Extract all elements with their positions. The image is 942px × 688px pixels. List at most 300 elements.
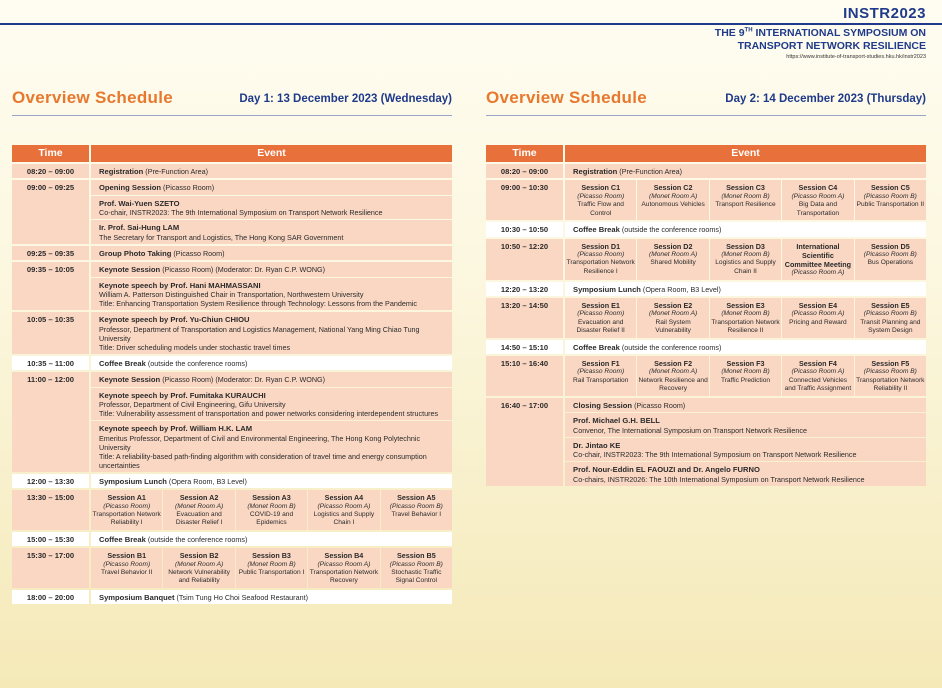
day1-heading-rule xyxy=(12,115,452,116)
session-room: (Picasso Room) xyxy=(103,502,151,510)
event-heading xyxy=(573,465,918,474)
event-location: (Picasso Room) (Moderator: Dr. Ryan C.P. WONG) xyxy=(160,265,326,275)
session-room: (Monet Room A) xyxy=(649,310,698,318)
session-name: Session F2 xyxy=(654,359,693,369)
session-cell xyxy=(637,356,708,396)
schedule-row xyxy=(12,164,452,178)
event-cell xyxy=(565,298,926,338)
session-cell xyxy=(381,548,452,588)
event-location: (Pre-Function Area) xyxy=(143,167,209,176)
session-cell xyxy=(782,356,853,396)
parallel-sessions xyxy=(565,239,926,280)
event-block xyxy=(91,421,452,471)
schedule-row xyxy=(12,180,452,243)
event-title: Keynote speech by Prof. William H.K. LAM xyxy=(99,424,253,434)
event-cell xyxy=(565,356,926,396)
event-cell xyxy=(91,356,452,370)
time-cell: 09:00 – 10:30 xyxy=(486,180,563,220)
symposium-url[interactable]: https://www.institute-of-transport-studies.hku.hk/instr2023 xyxy=(786,54,926,60)
session-room: (Monet Room B) xyxy=(721,310,770,318)
session-room: (Monet Room A) xyxy=(649,192,698,200)
event-heading xyxy=(99,391,444,400)
session-room: (Monet Room B) xyxy=(721,192,770,200)
event-detail: Emeritus Professor, Department of Civil and Environmental Engineering, The Hong Kong Polytechnic University xyxy=(99,433,421,452)
symposium-code: INSTR2023 xyxy=(843,5,926,22)
parallel-sessions xyxy=(565,356,926,396)
session-room: (Monet Room A) xyxy=(649,368,698,376)
schedule-row xyxy=(486,398,926,486)
symposium-title-line2: TRANSPORT NETWORK RESILIENCE xyxy=(737,40,926,52)
session-name: Session B3 xyxy=(252,551,291,561)
event-title: Prof. Michael G.H. BELL xyxy=(573,416,660,426)
session-topic: Stochastic Traffic Signal Control xyxy=(391,568,442,585)
event-block xyxy=(91,262,452,276)
parallel-sessions xyxy=(91,490,452,530)
event-detail: Professor, Department of Transportation and Logistics Management, National Yang Ming Chiao Tung University xyxy=(99,324,420,343)
session-room: (Picasso Room A) xyxy=(791,368,845,376)
event-cell xyxy=(565,282,926,296)
event-heading xyxy=(99,167,444,176)
session-topic: Bus Operations xyxy=(867,259,914,267)
event-cell xyxy=(91,180,452,243)
event-heading xyxy=(99,315,444,324)
event-cell xyxy=(91,532,452,546)
session-name: Session D2 xyxy=(653,241,693,251)
session-name: Session A5 xyxy=(397,493,436,503)
session-room: (Picasso Room) xyxy=(577,368,625,376)
session-topic: Network Resilience and Recovery xyxy=(638,376,708,393)
event-cell xyxy=(565,239,926,280)
time-cell: 09:35 – 10:05 xyxy=(12,262,89,310)
session-name: Session E2 xyxy=(653,301,693,311)
session-topic: Traffic Flow and Control xyxy=(577,201,624,217)
session-topic: Logistics and Supply Chain II xyxy=(715,259,776,275)
session-name: Session E1 xyxy=(581,301,620,311)
event-block xyxy=(565,462,926,485)
schedule-row xyxy=(486,298,926,338)
session-name: Session D1 xyxy=(581,241,621,251)
session-name: Session C4 xyxy=(798,183,838,193)
event-block xyxy=(565,164,926,178)
day1-col-event: Event xyxy=(91,145,452,162)
session-name: Session C2 xyxy=(653,183,693,193)
event-heading xyxy=(573,416,918,425)
time-cell: 14:50 – 15:10 xyxy=(486,340,563,354)
time-cell: 10:35 – 11:00 xyxy=(12,356,89,370)
session-topic: Network Vulnerability and Reliability xyxy=(168,568,230,585)
symposium-title-line1: THE 9TH INTERNATIONAL SYMPOSIUM ON xyxy=(714,27,926,39)
day1-heading xyxy=(12,88,452,114)
session-room: (Picasso Room A) xyxy=(791,310,845,318)
event-cell xyxy=(565,340,926,354)
session-cell xyxy=(710,239,781,280)
event-cell xyxy=(565,398,926,486)
session-room: (Picasso Room A) xyxy=(317,502,371,510)
session-room: (Picasso Room B) xyxy=(863,368,917,376)
session-name: Session B5 xyxy=(396,551,436,561)
event-cell xyxy=(91,262,452,310)
session-topic: Public Transportation II xyxy=(856,201,925,209)
time-cell: 10:05 – 10:35 xyxy=(12,312,89,353)
session-room: (Picasso Room A) xyxy=(317,560,371,568)
event-block xyxy=(565,413,926,436)
day2-heading xyxy=(486,88,926,114)
schedule-row xyxy=(486,222,926,236)
session-name: Session C3 xyxy=(726,183,765,193)
session-topic: Big Data and Transportation xyxy=(796,201,840,217)
parallel-sessions xyxy=(565,298,926,338)
session-topic: Transportation Network Reliability II xyxy=(856,376,925,393)
session-cell xyxy=(637,298,708,338)
session-cell xyxy=(163,490,234,530)
schedule-row xyxy=(486,356,926,396)
session-cell xyxy=(565,239,636,280)
event-block xyxy=(565,222,926,236)
session-room: (Monet Room A) xyxy=(175,560,224,568)
session-name: Session B2 xyxy=(179,551,219,561)
event-heading xyxy=(99,359,444,368)
event-cell xyxy=(91,590,452,604)
session-topic: Shared Mobility xyxy=(650,259,696,267)
event-title: Coffee Break xyxy=(573,225,620,235)
day2-heading-rule xyxy=(486,115,926,116)
event-title: Keynote Session xyxy=(99,375,161,385)
time-cell: 09:00 – 09:25 xyxy=(12,180,89,243)
session-name: Session A4 xyxy=(324,493,364,503)
schedule-row xyxy=(486,164,926,178)
day1-schedule-rows xyxy=(12,164,452,606)
event-title: Group Photo Taking xyxy=(99,248,172,258)
session-room: (Monet Room B) xyxy=(247,502,296,510)
schedule-row xyxy=(12,474,452,488)
time-cell: 12:20 – 13:20 xyxy=(486,282,563,296)
day2-col-time: Time xyxy=(486,145,563,162)
session-room: (Picasso Room B) xyxy=(389,560,443,568)
event-location: (Picasso Room) xyxy=(161,183,215,193)
event-title: Coffee Break xyxy=(99,358,146,368)
time-cell: 13:30 – 15:00 xyxy=(12,490,89,530)
session-name: Session D3 xyxy=(726,241,765,251)
day2-panel xyxy=(486,88,926,484)
session-room: (Picasso Room A) xyxy=(791,269,845,277)
session-topic: Transportation Network Resilience I xyxy=(566,259,635,275)
event-block xyxy=(565,282,926,296)
session-name: Session C1 xyxy=(581,183,621,193)
event-location: (Opera Room, B3 Level) xyxy=(166,476,247,486)
session-cell xyxy=(855,180,926,220)
event-title: Registration xyxy=(99,167,144,176)
event-cell xyxy=(91,312,452,353)
day1-table-header xyxy=(12,145,452,162)
session-room: (Picasso Room) xyxy=(577,192,625,200)
schedule-row xyxy=(12,372,452,471)
event-detail: The Secretary for Transport and Logistics, The Hong Kong SAR Government xyxy=(99,232,344,242)
session-name: Session B1 xyxy=(107,551,147,561)
time-cell: 10:50 – 12:20 xyxy=(486,239,563,280)
time-cell: 10:30 – 10:50 xyxy=(486,222,563,236)
session-topic: Public Transportation I xyxy=(238,568,305,576)
session-name: Session F3 xyxy=(726,359,765,369)
event-heading xyxy=(573,401,918,410)
event-block xyxy=(91,246,452,260)
day2-date: Day 2: 14 December 2023 (Thursday) xyxy=(725,93,926,105)
event-heading xyxy=(573,225,918,234)
event-block xyxy=(565,398,926,412)
event-block xyxy=(91,278,452,310)
session-topic: Evacuation and Disaster Relief II xyxy=(576,318,625,335)
event-heading xyxy=(99,199,444,208)
session-topic: Logistics and Supply Chain I xyxy=(313,510,375,527)
event-heading xyxy=(99,265,444,274)
session-name: Session F1 xyxy=(581,359,620,369)
event-block xyxy=(91,590,452,604)
session-topic: Travel Behavior I xyxy=(391,510,442,518)
event-title: Keynote speech by Prof. Yu-Chiun CHIOU xyxy=(99,315,250,325)
session-cell xyxy=(710,180,781,220)
day1-date: Day 1: 13 December 2023 (Wednesday) xyxy=(239,93,452,105)
time-cell: 13:20 – 14:50 xyxy=(486,298,563,338)
event-detail: Title: A reliability-based path-finding algorithm with consideration of travel time and energy consumption uncertainties xyxy=(99,451,427,470)
schedule-row xyxy=(12,312,452,353)
session-topic: Transportation Network Reliability I xyxy=(92,510,161,527)
event-detail: Professor, Department of Civil Engineering, Gifu University xyxy=(99,400,286,410)
event-heading xyxy=(99,593,444,602)
time-cell: 12:00 – 13:30 xyxy=(12,474,89,488)
event-heading xyxy=(573,343,918,352)
session-topic: Transportation Network Recovery xyxy=(309,568,379,585)
event-heading xyxy=(99,249,444,258)
session-cell xyxy=(782,239,853,280)
session-topic: Transit Planning and System Design xyxy=(860,318,921,335)
session-room: (Monet Room B) xyxy=(721,368,770,376)
time-cell: 18:00 – 20:00 xyxy=(12,590,89,604)
event-cell xyxy=(91,490,452,530)
event-detail: Co-chair, INSTR2023: The 9th International Symposium on Transport Network Resilience xyxy=(573,450,857,460)
event-block xyxy=(565,340,926,354)
event-block xyxy=(91,388,452,420)
session-name: Session F4 xyxy=(798,359,837,369)
session-room: (Monet Room A) xyxy=(175,502,224,510)
event-location: (outside the conference rooms) xyxy=(619,225,722,235)
session-cell xyxy=(163,548,234,588)
schedule-row xyxy=(12,490,452,530)
event-location: (outside the conference rooms) xyxy=(145,534,248,544)
event-block xyxy=(91,372,452,386)
session-name: Session F5 xyxy=(871,359,910,369)
time-cell: 15:30 – 17:00 xyxy=(12,548,89,588)
schedule-row xyxy=(486,180,926,220)
session-cell xyxy=(637,180,708,220)
event-heading xyxy=(99,281,444,290)
session-topic: Pricing and Reward xyxy=(789,318,847,326)
session-name: Session A3 xyxy=(252,493,291,503)
session-name: Session E4 xyxy=(798,301,838,311)
schedule-row xyxy=(486,239,926,280)
session-cell xyxy=(710,356,781,396)
session-cell xyxy=(855,239,926,280)
time-cell: 08:20 – 09:00 xyxy=(486,164,563,178)
session-cell xyxy=(565,298,636,338)
session-topic: Rail System Vulnerability xyxy=(655,318,691,335)
session-room: (Picasso Room B) xyxy=(863,250,917,258)
parallel-sessions xyxy=(91,548,452,588)
schedule-row xyxy=(12,532,452,546)
event-detail: Co-chairs, INSTR2026: The 10th International Symposium on Transport Network Resilience xyxy=(573,474,865,484)
parallel-sessions xyxy=(565,180,926,220)
event-title: Ir. Prof. Sai-Hung LAM xyxy=(99,223,180,233)
event-title: Symposium Lunch xyxy=(99,476,167,486)
time-cell: 15:10 – 16:40 xyxy=(486,356,563,396)
event-heading xyxy=(99,535,444,544)
schedule-row xyxy=(12,246,452,260)
day2-col-event: Event xyxy=(565,145,926,162)
session-room: (Picasso Room B) xyxy=(389,502,443,510)
schedule-row xyxy=(12,356,452,370)
event-title: Closing Session xyxy=(573,400,633,410)
event-heading xyxy=(99,477,444,486)
session-cell xyxy=(236,548,307,588)
session-cell xyxy=(855,298,926,338)
time-cell: 16:40 – 17:00 xyxy=(486,398,563,486)
session-cell xyxy=(637,239,708,280)
day1-panel xyxy=(12,88,452,602)
session-name: International Scientific Committee Meeting xyxy=(784,241,852,269)
time-cell: 11:00 – 12:00 xyxy=(12,372,89,471)
event-location: (Tsim Tung Ho Choi Seafood Restaurant) xyxy=(174,592,308,602)
event-cell xyxy=(565,222,926,236)
event-detail: William A. Patterson Distinguished Chair in Transportation, Northwestern University xyxy=(99,290,364,300)
schedule-row xyxy=(486,282,926,296)
session-room: (Picasso Room) xyxy=(577,310,625,318)
time-cell: 09:25 – 09:35 xyxy=(12,246,89,260)
session-topic: Autonomous Vehicles xyxy=(641,201,705,209)
session-cell xyxy=(381,490,452,530)
session-cell xyxy=(782,298,853,338)
event-heading xyxy=(99,375,444,384)
session-topic: Connected Vehicles and Traffic Assignment xyxy=(784,376,852,393)
event-block xyxy=(91,312,452,353)
event-title: Prof. Nour-Eddin EL FAOUZI and Dr. Angelo FURNO xyxy=(573,465,760,475)
event-block xyxy=(91,356,452,370)
event-block xyxy=(91,196,452,219)
event-title: Symposium Banquet xyxy=(99,592,175,602)
session-name: Session A2 xyxy=(179,493,219,503)
session-topic: Traffic Prediction xyxy=(720,376,771,384)
session-cell xyxy=(710,298,781,338)
session-room: (Monet Room B) xyxy=(721,250,770,258)
session-topic: Transport Resilience xyxy=(715,201,776,209)
session-room: (Picasso Room B) xyxy=(863,310,917,318)
session-cell xyxy=(565,356,636,396)
session-room: (Picasso Room B) xyxy=(863,192,917,200)
session-name: Session E5 xyxy=(871,301,910,311)
event-detail: Title: Driver scheduling models under stochastic travel times xyxy=(99,342,291,352)
event-detail: Title: Vulnerability assessment of transportation and power networks considering interdependent structures xyxy=(99,409,439,419)
session-topic: Evacuation and Disaster Relief I xyxy=(175,510,223,527)
day1-col-time: Time xyxy=(12,145,89,162)
session-name: Session E3 xyxy=(726,301,765,311)
event-heading xyxy=(573,167,918,176)
schedule-row xyxy=(486,340,926,354)
session-name: Session B4 xyxy=(324,551,364,561)
event-detail: Title: Enhancing Transportation System Resilience through Technology: Lessons from the Pandemic xyxy=(99,299,418,309)
event-title: Prof. Wai-Yuen SZETO xyxy=(99,198,180,208)
session-cell xyxy=(782,180,853,220)
event-title: Keynote speech by Prof. Hani MAHMASSANI xyxy=(99,280,261,290)
event-cell xyxy=(91,372,452,471)
session-name: Session A1 xyxy=(107,493,146,503)
event-heading xyxy=(573,285,918,294)
time-cell: 08:20 – 09:00 xyxy=(12,164,89,178)
session-room: (Monet Room A) xyxy=(649,250,698,258)
event-title: Symposium Lunch xyxy=(573,284,641,294)
event-heading xyxy=(99,223,444,232)
event-block xyxy=(565,438,926,461)
session-cell xyxy=(308,548,379,588)
event-cell xyxy=(91,246,452,260)
event-title: Dr. Jintao KE xyxy=(573,440,621,450)
event-cell xyxy=(565,164,926,178)
event-block xyxy=(91,164,452,178)
event-location: (Picasso Room) xyxy=(171,248,225,258)
schedule-row xyxy=(12,262,452,310)
event-title: Keynote Session xyxy=(99,265,161,275)
event-block xyxy=(91,180,452,194)
session-room: (Picasso Room A) xyxy=(791,192,845,200)
session-room: (Picasso Room) xyxy=(577,250,625,258)
event-block xyxy=(91,474,452,488)
session-cell xyxy=(91,548,162,588)
event-cell xyxy=(91,164,452,178)
event-block xyxy=(91,220,452,243)
session-cell xyxy=(91,490,162,530)
session-topic: Rail Transportation xyxy=(573,376,629,384)
event-cell xyxy=(91,548,452,588)
event-detail: Convenor, The International Symposium on Transport Network Resilience xyxy=(573,425,807,435)
day2-table-header xyxy=(486,145,926,162)
event-location: (Opera Room, B3 Level) xyxy=(640,284,721,294)
event-detail: Co-chair, INSTR2023: The 9th International Symposium on Transport Network Resilience xyxy=(99,208,383,218)
session-cell xyxy=(308,490,379,530)
header-rule xyxy=(0,23,942,25)
event-location: (Picasso Room) xyxy=(632,400,686,410)
session-topic: COVID-19 and Epidemics xyxy=(249,510,294,527)
event-block xyxy=(91,532,452,546)
session-room: (Picasso Room) xyxy=(103,560,151,568)
event-title: Coffee Break xyxy=(99,534,146,544)
event-heading xyxy=(573,441,918,450)
day1-overview-title: Overview Schedule xyxy=(12,88,174,107)
event-cell xyxy=(91,474,452,488)
event-title: Keynote speech by Prof. Fumitaka KURAUCHI xyxy=(99,390,266,400)
schedule-row xyxy=(12,590,452,604)
event-heading xyxy=(99,183,444,192)
schedule-row xyxy=(12,548,452,588)
event-location: (outside the conference rooms) xyxy=(145,358,248,368)
event-location: (Pre-Function Area) xyxy=(617,167,683,176)
event-cell xyxy=(565,180,926,220)
event-title: Registration xyxy=(573,167,618,176)
session-cell xyxy=(236,490,307,530)
event-title: Opening Session xyxy=(99,183,162,193)
time-cell: 15:00 – 15:30 xyxy=(12,532,89,546)
event-location: (outside the conference rooms) xyxy=(619,342,722,352)
event-location: (Picasso Room) (Moderator: Dr. Ryan C.P. WONG) xyxy=(160,375,326,385)
session-topic: Travel Behavior II xyxy=(100,568,153,576)
session-name: Session D5 xyxy=(870,241,910,251)
day2-schedule-rows xyxy=(486,164,926,488)
session-cell xyxy=(565,180,636,220)
